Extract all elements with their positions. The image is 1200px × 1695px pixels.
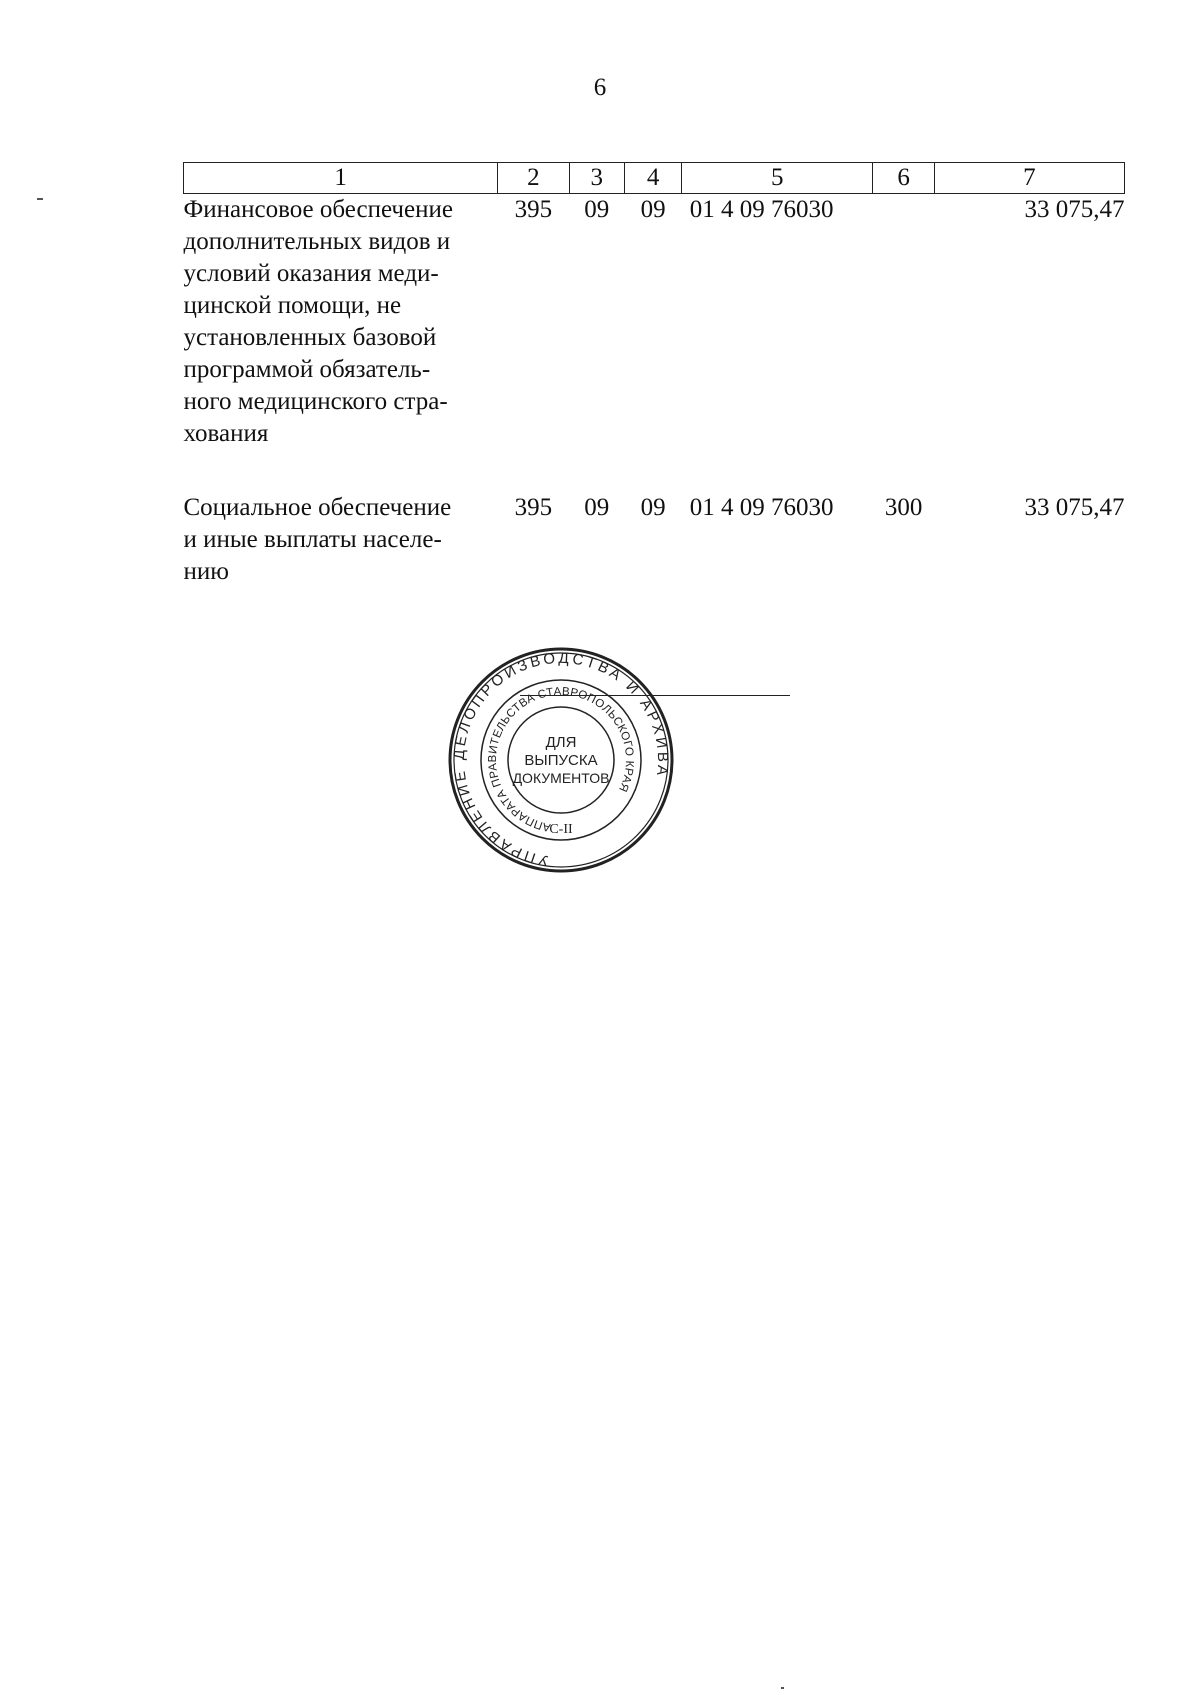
stamp-center-line: ДОКУМЕНТОВ <box>512 770 610 786</box>
row-name-line: ного медицинского стра- <box>183 388 448 415</box>
official-stamp-seal <box>448 645 674 875</box>
row-name-line: программой обязатель- <box>183 356 431 383</box>
cell-col-3: 09 <box>584 196 610 223</box>
header-col-1: 1 <box>184 163 498 194</box>
signature-line <box>520 695 790 696</box>
stamp-code: С-II <box>549 822 573 837</box>
scan-speck <box>37 198 43 200</box>
row-name-line: цинской помощи, не <box>183 292 402 319</box>
cell-col-5: 01 4 09 76030 <box>689 494 834 521</box>
cell-col-7: 33 075,47 <box>1024 494 1125 521</box>
header-col-7: 7 <box>934 163 1124 194</box>
row-name-line: и иные выплаты населе- <box>183 526 442 553</box>
row-name <box>184 492 498 588</box>
row-name-line: нию <box>183 558 229 585</box>
cell-col-2: 395 <box>514 494 553 521</box>
row-name-line: установленных базовой <box>183 324 437 351</box>
row-spacer <box>184 450 1125 492</box>
cell-col-2: 395 <box>514 196 553 223</box>
header-col-3: 3 <box>569 163 624 194</box>
row-name-line: Финансовое обеспечение <box>183 196 453 223</box>
header-col-2: 2 <box>498 163 569 194</box>
cell-col-7: 33 075,47 <box>1024 196 1125 223</box>
stamp-center-line: ВЫПУСКА <box>524 752 598 769</box>
header-col-6: 6 <box>873 163 934 194</box>
cell-col-6: 300 <box>884 494 923 521</box>
table-header-row <box>184 163 1125 194</box>
cell-col-4: 09 <box>640 494 666 521</box>
stamp-inner-text: АППАРАТА ПРАВИТЕЛЬСТВА СТАВРОПОЛЬСКОГО КРАЯ <box>486 685 636 834</box>
stamp-center-line: ДЛЯ <box>545 734 577 751</box>
row-name-line: хования <box>183 420 269 447</box>
row-name-line: дополнительных видов и <box>183 228 451 255</box>
row-name <box>184 194 498 451</box>
cell-col-3: 09 <box>584 494 610 521</box>
table-row <box>184 194 1125 451</box>
header-col-5: 5 <box>682 163 873 194</box>
header-col-4: 4 <box>624 163 681 194</box>
table-row <box>184 492 1125 588</box>
cell-col-4: 09 <box>640 196 666 223</box>
cell-col-6 <box>873 194 934 451</box>
row-name-line: Социальное обеспечение <box>183 494 452 521</box>
cell-col-5: 01 4 09 76030 <box>689 196 834 223</box>
budget-table <box>183 162 1125 588</box>
scan-speck <box>781 1687 784 1689</box>
stamp-outer-text: УПРАВЛЕНИЕ ДЕЛОПРОИЗВОДСТВА И АРХИВА <box>450 649 672 870</box>
row-name-line: условий оказания меди- <box>183 260 439 287</box>
page-number: 6 <box>593 74 607 101</box>
